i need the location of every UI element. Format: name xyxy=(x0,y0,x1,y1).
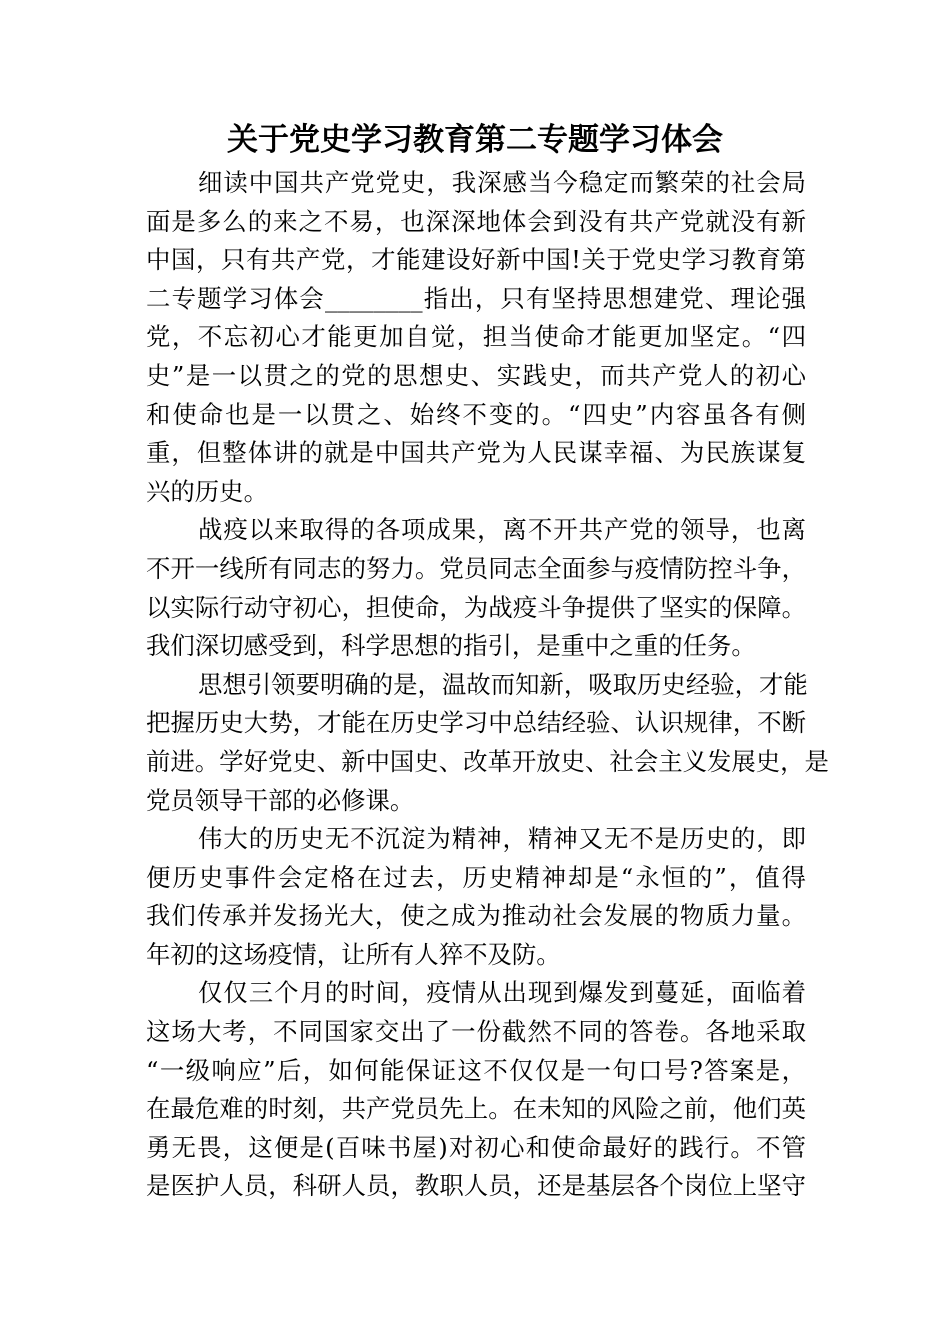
text-line: 史”是一以贯之的党的思想史、实践史，而共产党人的初心 xyxy=(146,360,806,390)
text-line: 年初的这场疫情，让所有人猝不及防。 xyxy=(146,939,561,969)
text-line: 我们深切感受到，科学思想的指引，是重中之重的任务。 xyxy=(146,631,756,661)
text-line: 思想引领要明确的是，温故而知新，吸取历史经验，才能 xyxy=(198,669,808,699)
text-line: 是医护人员，科研人员，教职人员，还是基层各个岗位上坚守 xyxy=(146,1171,806,1201)
text-line: 伟大的历史无不沉淀为精神，精神又无不是历史的，即 xyxy=(198,824,806,854)
text-line: 面是多么的来之不易，也深深地体会到没有共产党就没有新 xyxy=(146,206,806,236)
text-line: 便历史事件会定格在过去，历史精神却是“永恒的”，值得 xyxy=(146,862,806,892)
paragraph-5 xyxy=(146,974,806,1206)
text-line: 二专题学习体会________指出，只有坚持思想建党、理论强 xyxy=(146,283,806,313)
text-line: 我们传承并发扬光大，使之成为推动社会发展的物质力量。 xyxy=(146,901,806,931)
text-line: “一级响应”后，如何能保证这不仅仅是一句口号?答案是， xyxy=(146,1055,806,1085)
text-line: 重，但整体讲的就是中国共产党为人民谋幸福、为民族谋复 xyxy=(146,438,806,468)
text-line: 以实际行动守初心，担使命，为战疫斗争提供了坚实的保障。 xyxy=(146,592,806,622)
text-line: 中国，只有共产党，才能建设好新中国!关于党史学习教育第 xyxy=(146,245,806,275)
text-line: 不开一线所有同志的努力。党员同志全面参与疫情防控斗争， xyxy=(146,553,806,583)
text-line: 在最危难的时刻，共产党员先上。在未知的风险之前，他们英 xyxy=(146,1094,806,1124)
text-line: 和使命也是一以贯之、始终不变的。“四史”内容虽各有侧 xyxy=(146,399,806,429)
text-line: 这场大考，不同国家交出了一份截然不同的答卷。各地采取 xyxy=(146,1017,806,1047)
text-line: 党，不忘初心才能更加自觉，担当使命才能更加坚定。“四 xyxy=(146,322,806,352)
text-line: 前进。学好党史、新中国史、改革开放史、社会主义发展史，是 xyxy=(146,746,829,776)
paragraph-1 xyxy=(146,164,806,511)
text-line: 仅仅三个月的时间，疫情从出现到爆发到蔓延，面临着 xyxy=(198,978,806,1008)
document-title: 关于党史学习教育第二专题学习体会 xyxy=(227,122,723,158)
text-line: 兴的历史。 xyxy=(146,476,268,506)
paragraph-2 xyxy=(146,511,806,665)
document-body xyxy=(146,164,829,1206)
text-line: 党员领导干部的必修课。 xyxy=(146,785,415,815)
text-line: 战疫以来取得的各项成果，离不开共产党的领导，也离 xyxy=(198,515,806,545)
paragraph-4 xyxy=(146,820,806,974)
text-line: 细读中国共产党党史，我深感当今稳定而繁荣的社会局 xyxy=(198,168,806,197)
text-line: 把握历史大势，才能在历史学习中总结经验、认识规律，不断 xyxy=(146,708,806,738)
paragraph-3 xyxy=(146,666,829,820)
text-line: 勇无畏，这便是(百味书屋)对初心和使命最好的践行。不管 xyxy=(146,1132,806,1162)
